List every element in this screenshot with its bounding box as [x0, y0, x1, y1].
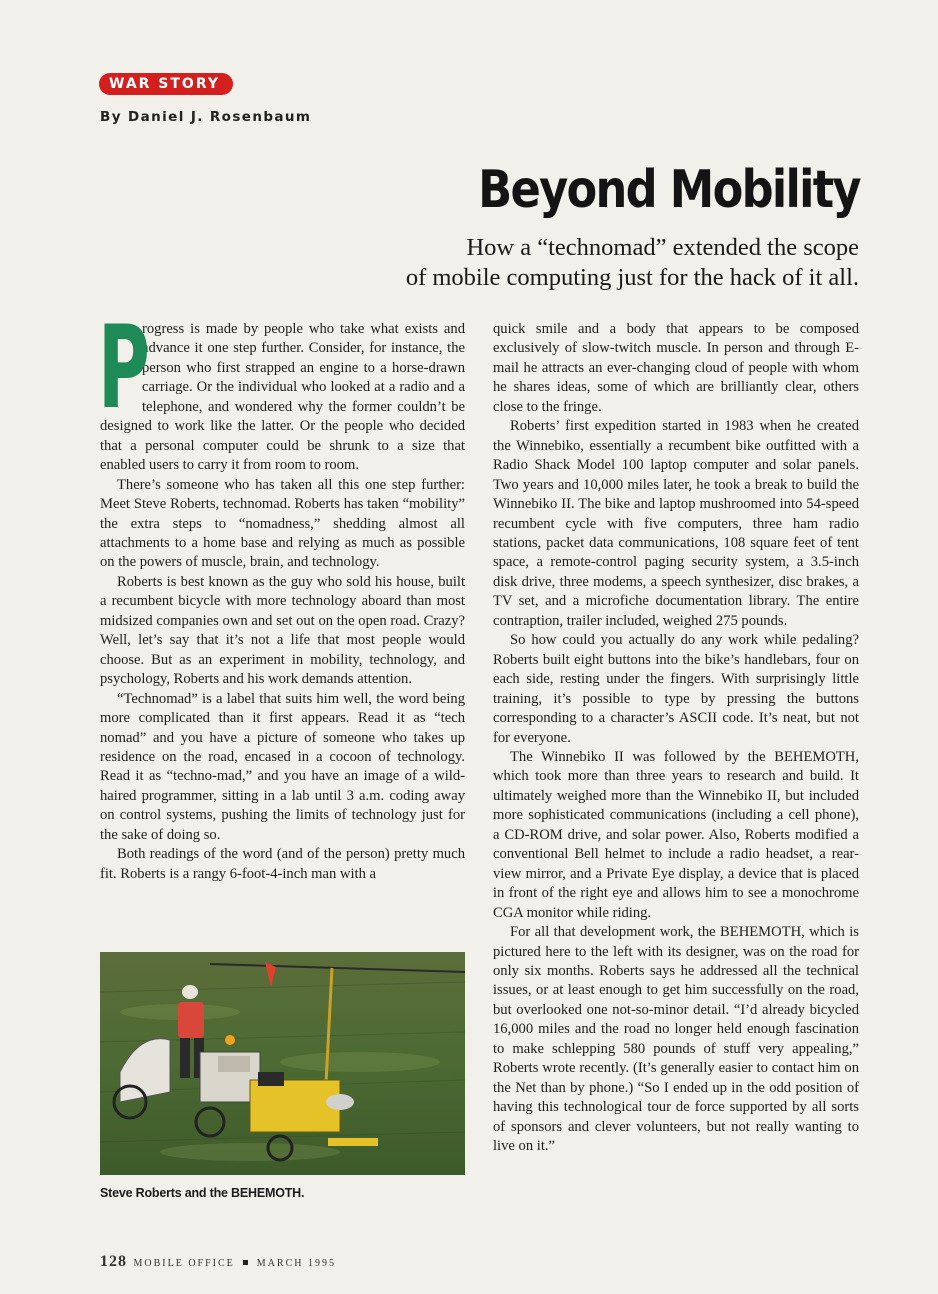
article-subtitle: [299, 233, 859, 293]
page-number: 128: [100, 1253, 127, 1270]
section-tag: WAR STORY: [99, 73, 233, 95]
subtitle-line: How a “technomad” extended the scope: [466, 234, 859, 261]
behemoth-photo: [100, 952, 465, 1175]
paragraph: Roberts is best known as the guy who sold his house, built a recumbent bicycle with more technology aboard than most midsized companies own and set out on the open road. Crazy? Well, let’s say that it’s not a life that most people would choose. But as an experiment in mobility, technology, and psychology, Roberts and his work demands attention.: [100, 573, 465, 688]
paragraph: quick smile and a body that appears to be composed exclusively of slow-twitch muscle. In person and through E-mail he attracts an ever-changing cloud of people with whom he shares ideas, some of which are brilliantly clear, others close to the fringe.: [493, 321, 859, 415]
article-title: Beyond Mobility: [478, 160, 860, 220]
byline: By Daniel J. Rosenbaum: [100, 109, 312, 125]
paragraph: “Technomad” is a label that suits him well, the word being more complicated than it first appears. Read it as “tech nomad” and you have a picture of someone who takes up residence on the road, encased in a cocoon of technology. Read it as “techno-mad,” and you have an image of a wild-haired programmer, sitting in a lab until 3 a.m. coding away on control systems, pushing the limits of technology just for the sake of doing so.: [100, 690, 465, 843]
publication-name: MOBILE OFFICE: [133, 1258, 235, 1269]
drop-cap: P: [98, 301, 150, 434]
photo-illustration: [100, 952, 465, 1175]
paragraph: So how could you actually do any work while pedaling? Roberts built eight buttons into the bike’s handlebars, four on each side, resting under the fingers. With surprisingly little training, it’s possible to type by pressing the buttons corresponding to a character’s ASCII code. It’s neat, but not for everyone.: [493, 632, 859, 746]
square-bullet-icon: [243, 1260, 248, 1265]
paragraph: There’s someone who has taken all this one step further: Meet Steve Roberts, technomad. Roberts has taken “mobility” the extra steps to “nomadness,” shedding almost all attachments to a home base and relying as much as possible on the powers of muscle, brain, and technology.: [100, 476, 465, 571]
paragraph: For all that development work, the BEHEMOTH, which is pictured here to the left with its designer, was on the road for only six months. Roberts says he addressed all the technical issues, or at least enough to get him successfully on the road, but overlooked one not-so-minor detail. “I’d already bicycled 16,000 miles and the road no longer held enough fascination to make schlepping 580 pounds of stuff very appealing,” Roberts wrote recently. (It’s generally easier to contact him on the Net than by phone.) “So I ended up in the odd position of having this technological tour de force supported by all sorts of sponsors and clever volunteers, but not really wanting to live on it.”: [493, 924, 859, 1155]
right-column: [493, 320, 859, 1156]
paragraph: Roberts’ first expedition started in 1983 when he created the Winnebiko, essentially a recumbent bike outfitted with a Radio Shack Model 100 laptop computer and solar panels. Two years and 10,000 miles later, he took a break to build the Winnebiko II. The bike and laptop mushroomed into 54-speed recumbent cycle with five computers, three ham radio stations, packet data communications, 108 square feet of tent space, a remote-control paging security system, a 3.5-inch disk drive, three modems, a speech synthesizer, disc brakes, a TV set, and a microfiche documentation library. The entire contraption, trailer included, weighed 275 pounds.: [493, 418, 859, 629]
photo-caption: Steve Roberts and the BEHEMOTH.: [100, 1186, 305, 1200]
page-footer: [100, 1253, 336, 1271]
paragraph: P rogress is made by people who take what exists and advance it one step further. Consider, for instance, the person who first strapped an engine to a horse-drawn carriage. Or the individual who looked at a radio and a telephone, and wondered why the former couldn’t be designed to work like the latter. Or the people who decided that a personal computer could be shrunk to a size that enabled users to carry it from room to room.: [98, 301, 465, 474]
issue-date: MARCH 1995: [256, 1258, 336, 1269]
subtitle-line: of mobile computing just for the hack of it all.: [405, 264, 859, 291]
left-column: [98, 301, 465, 884]
paragraph: The Winnebiko II was followed by the BEHEMOTH, which took more than three years to research and build. It ultimately weighed more than the Winnebiko II, but included more sophisticated communications (including a cell phone), a CD-ROM drive, and solar power. Also, Roberts modified a conventional Bell helmet to include a radio headset, a rear-view mirror, and a Private Eye display, a device that is placed in front of the right eye and allows him to see a monochrome CGA monitor while riding.: [493, 748, 859, 921]
paragraph: Both readings of the word (and of the person) pretty much fit. Roberts is a rangy 6-foot-4-inch man with a: [100, 846, 465, 882]
